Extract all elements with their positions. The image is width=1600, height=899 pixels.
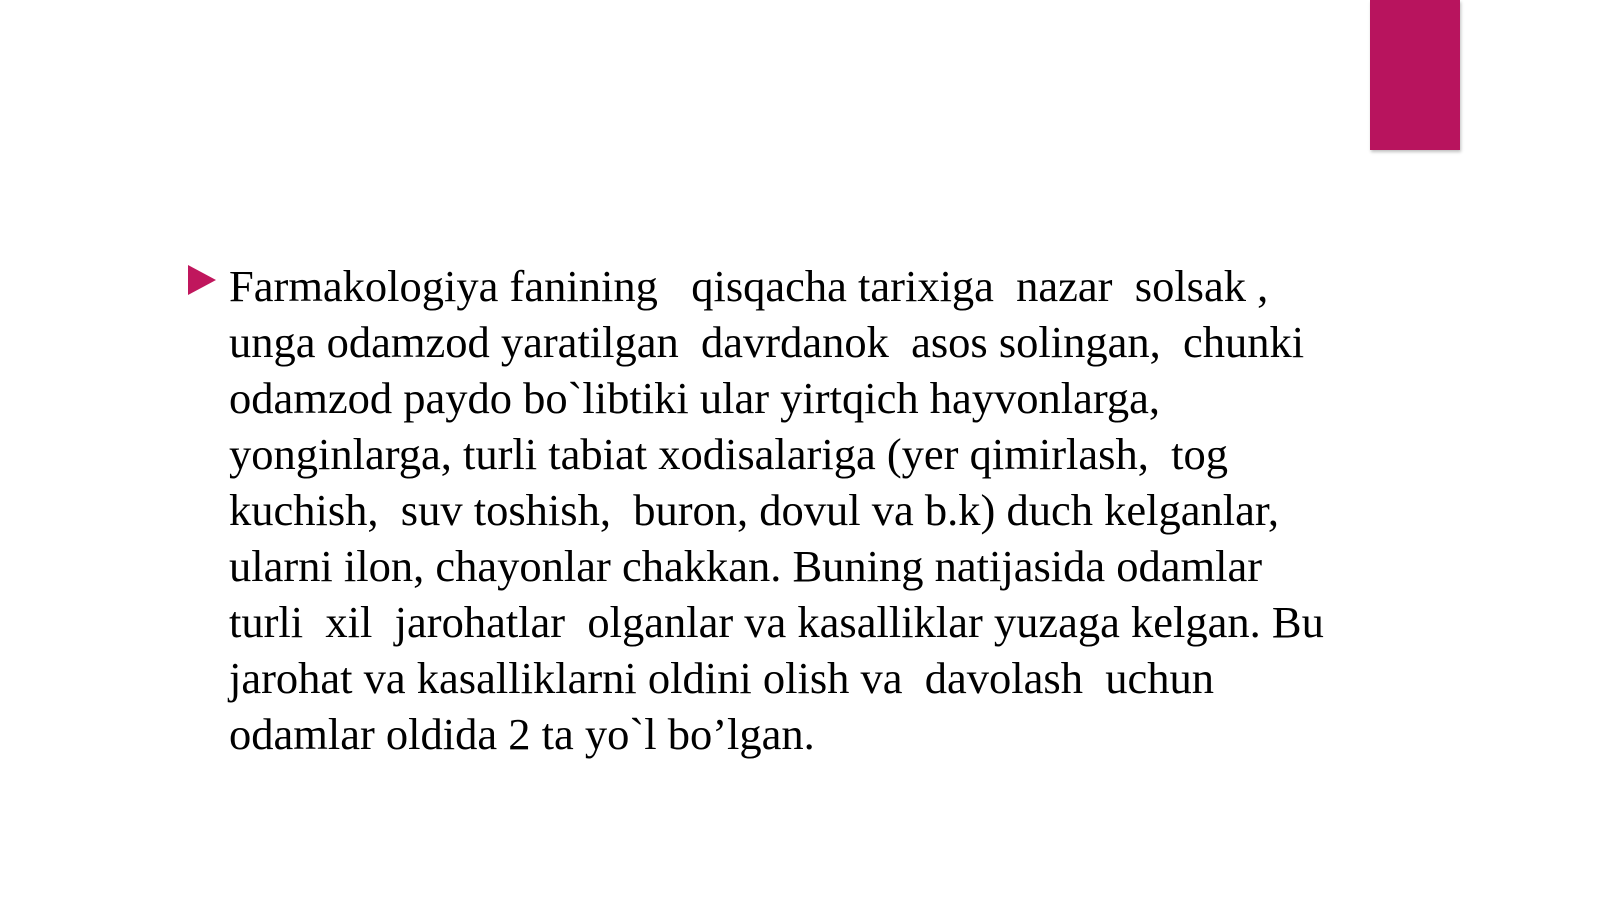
paragraph-line: odamzod paydo bo`libtiki ular yirtqich hayvonlarga, — [229, 373, 1160, 423]
bullet-item — [188, 258, 1388, 762]
paragraph-line: unga odamzod yaratilgan davrdanok asos solingan, chunki — [229, 317, 1305, 367]
bullet-paragraph — [229, 258, 1324, 762]
paragraph-line: odamlar oldida 2 ta yo`l bo’lgan. — [229, 709, 815, 759]
paragraph-line: Farmakologiya fanining qisqacha tarixiga nazar solsak , — [229, 261, 1269, 311]
accent-bar — [1370, 0, 1460, 150]
paragraph-line: jarohat va kasalliklarni oldini olish va davolash uchun — [229, 653, 1214, 703]
paragraph-line: turli xil jarohatlar olganlar va kasalliklar yuzaga kelgan. Bu — [229, 597, 1324, 647]
triangle-right-icon — [188, 265, 216, 295]
paragraph-line: kuchish, suv toshish, buron, dovul va b.k) duch kelganlar, — [229, 485, 1280, 535]
paragraph-line: yonginlarga, turli tabiat xodisalariga (yer qimirlash, tog — [229, 429, 1228, 479]
slide-content — [188, 258, 1388, 762]
paragraph-line: ularni ilon, chayonlar chakkan. Buning natijasida odamlar — [229, 541, 1263, 591]
